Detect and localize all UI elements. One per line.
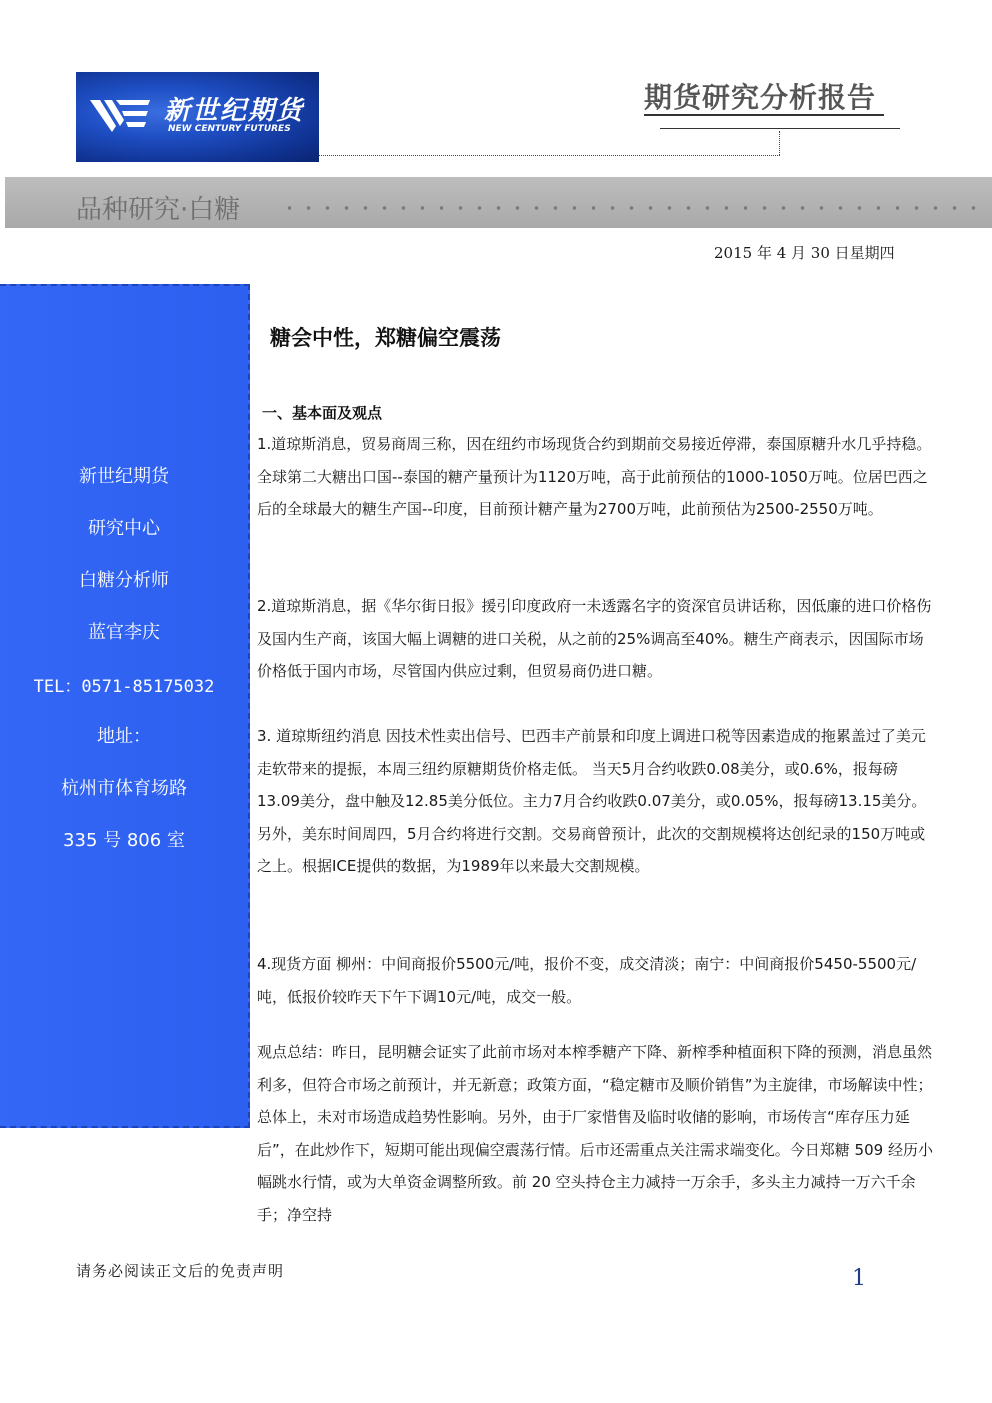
paragraph-1: 1.道琼斯消息，贸易商周三称，因在纽约市场现货合约到期前交易接近停滞，泰国原糖升水几乎持稳。全球第二大糖出口国--泰国的糖产量预计为1120万吨，高于此前预估的1000-1050万吨。位居巴西之后的全球最大的糖生产国--印度，目前预计糖产量为2700万吨，此前预估为2500-2550万吨。 bbox=[257, 435, 932, 518]
report-date: 2015 年 4 月 30 日星期四 bbox=[714, 244, 895, 262]
sidebar-analyst-name: 蓝官李庆 bbox=[88, 622, 160, 643]
sidebar-department: 研究中心 bbox=[88, 518, 160, 539]
disclaimer-note: 请务必阅读正文后的免责声明 bbox=[76, 1262, 285, 1280]
company-logo bbox=[76, 72, 319, 162]
sidebar-address-line2: 335 号 806 室 bbox=[63, 830, 185, 851]
section-title: 一、基本面及观点 bbox=[262, 404, 383, 422]
header-dotted-divider bbox=[319, 155, 780, 156]
analyst-sidebar bbox=[0, 284, 250, 1128]
sidebar-company: 新世纪期货 bbox=[79, 466, 169, 487]
logo-chinese-name: 新世纪期货 bbox=[164, 96, 305, 126]
paragraph-2: 2.道琼斯消息，据《华尔街日报》援引印度政府一未透露名字的资深官员讲话称，因低廉的进口价格伤及国内生产商，该国大幅上调糖的进口关税，从之前的25%调高至40%。糖生产商表示，因国际市场价格低于国内市场，尽管国内供应过剩，但贸易商仍进口糖。 bbox=[257, 597, 932, 680]
category-label: 品种研究·白糖 bbox=[76, 195, 241, 225]
paragraph-4: 4.现货方面 柳州：中间商报价5500元/吨，报价不变，成交清淡；南宁：中间商报价5450-5500元/吨，低报价较昨天下午下调10元/吨，成交一般。 bbox=[257, 955, 917, 1006]
title-underline-secondary bbox=[660, 128, 900, 129]
band-dot-pattern bbox=[280, 206, 988, 210]
title-underline bbox=[644, 114, 884, 116]
sidebar-telephone: TEL：0571-85175032 bbox=[33, 677, 215, 697]
sidebar-address-line1: 杭州市体育场路 bbox=[61, 778, 187, 799]
paragraph-summary: 观点总结：昨日，昆明糖会证实了此前市场对本榨季糖产下降、新榨季种植面积下降的预测，消息虽然利多，但符合市场之前预计，并无新意；政策方面，“稳定糖市及顺价销售”为主旋律，市场解读中性；总体上，未对市场造成趋势性影响。另外，由于厂家惜售及临时收储的影响，市场传言“库存压力延后”，在此炒作下，短期可能出现偏空震荡行情。后市还需重点关注需求端变化。今日郑糖 509 经历小幅跳水行情，或为大单资金调整所致。前 20 空头持仓主力减持一万余手，多头主力减持一万六千余手；净空持 bbox=[257, 1043, 933, 1224]
logo-emblem-icon bbox=[90, 96, 150, 136]
page-number: 1 bbox=[852, 1266, 866, 1291]
logo-english-name: NEW CENTURY FUTURES bbox=[168, 124, 291, 134]
article-headline: 糖会中性，郑糖偏空震荡 bbox=[270, 326, 501, 350]
report-title: 期货研究分析报告 bbox=[644, 81, 877, 114]
sidebar-address-label: 地址： bbox=[97, 726, 151, 747]
sidebar-role: 白糖分析师 bbox=[79, 570, 169, 591]
header-dotted-tick bbox=[779, 131, 780, 155]
paragraph-3: 3. 道琼斯纽约消息 因技术性卖出信号、巴西丰产前景和印度上调进口税等因素造成的拖累盖过了美元走软带来的提振，本周三纽约原糖期货价格走低。 当天5月合约收跌0.08美分，或0.6%，报每磅13.09美分，盘中触及12.85美分低位。主力7月合约收跌0.07美分，或0.05%，报每磅13.15美分。另外，美东时间周四，5月合约将进行交割。交易商曾预计，此次的交割规模将达创纪录的150万吨或之上。根据ICE提供的数据，为1989年以来最大交割规模。 bbox=[257, 727, 927, 875]
